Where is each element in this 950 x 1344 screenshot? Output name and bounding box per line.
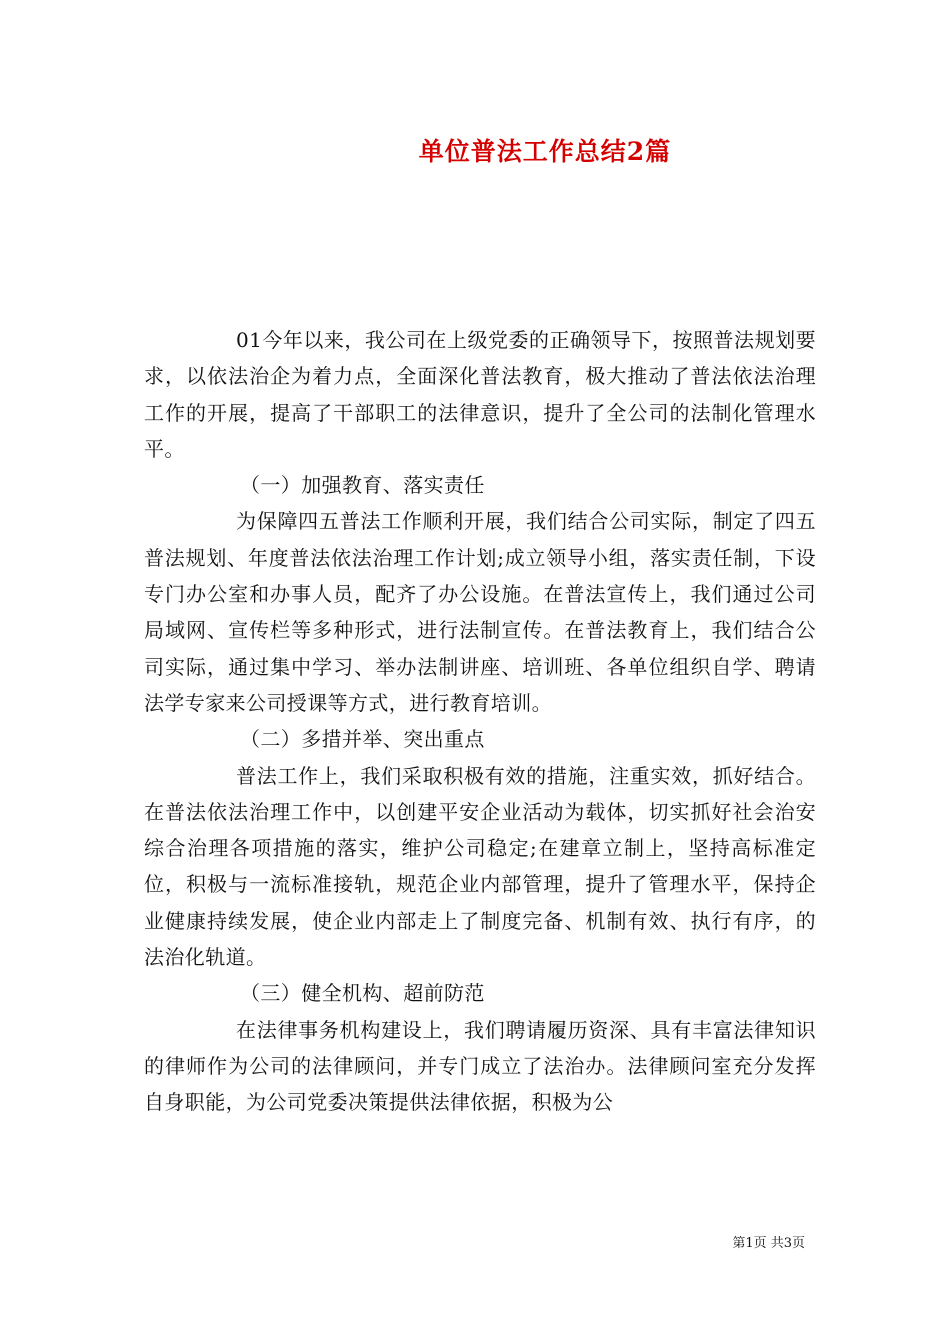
paragraph-section-1: 为保障四五普法工作顺利开展，我们结合公司实际，制定了四五普法规划、年度普法依法治理工作计划;成立领导小组，落实责任制，下设专门办公室和办事人员，配齐了办公设施。在普法宣传上，我们通过公司局域网、宣传栏等多种形式，进行法制宣传。在普法教育上，我们结合公司实际，通过集中学习、举办法制讲座、培训班、各单位组织自学、聘请法学专家来公司授课等方式，进行教育培训。 [144, 509, 816, 715]
document-body [144, 322, 816, 1121]
document-title: 单位普法工作总结2篇 [418, 137, 672, 166]
paragraph-section-3: 在法律事务机构建设上，我们聘请履历资深、具有丰富法律知识的律师作为公司的法律顾问，并专门成立了法治办。法律顾问室充分发挥自身职能，为公司党委决策提供法律依据，积极为公 [144, 1017, 816, 1115]
section-heading-3: （三）健全机构、超前防范 [240, 981, 485, 1006]
page-footer: 第1页 共3页 [732, 1236, 805, 1251]
paragraph-section-2: 普法工作上，我们采取积极有效的措施，注重实效，抓好结合。在普法依法治理工作中，以创建平安企业活动为载体，切实抓好社会治安综合治理各项措施的落实，维护公司稳定;在建章立制上，坚持高标准定位，积极与一流标准接轨，规范企业内部管理，提升了管理水平，保持企业健康持续发展，使企业内部走上了制度完备、机制有效、执行有序，的法治化轨道。 [144, 763, 816, 970]
section-heading-1: （一）加强教育、落实责任 [240, 473, 485, 498]
paragraph-intro: 01今年以来，我公司在上级党委的正确领导下，按照普法规划要求，以依法治企为着力点，全面深化普法教育，极大推动了普法依法治理工作的开展，提高了干部职工的法律意识，提升了全公司的法制化管理水平。 [144, 328, 816, 461]
section-heading-2: （二）多措并举、突出重点 [240, 727, 485, 752]
